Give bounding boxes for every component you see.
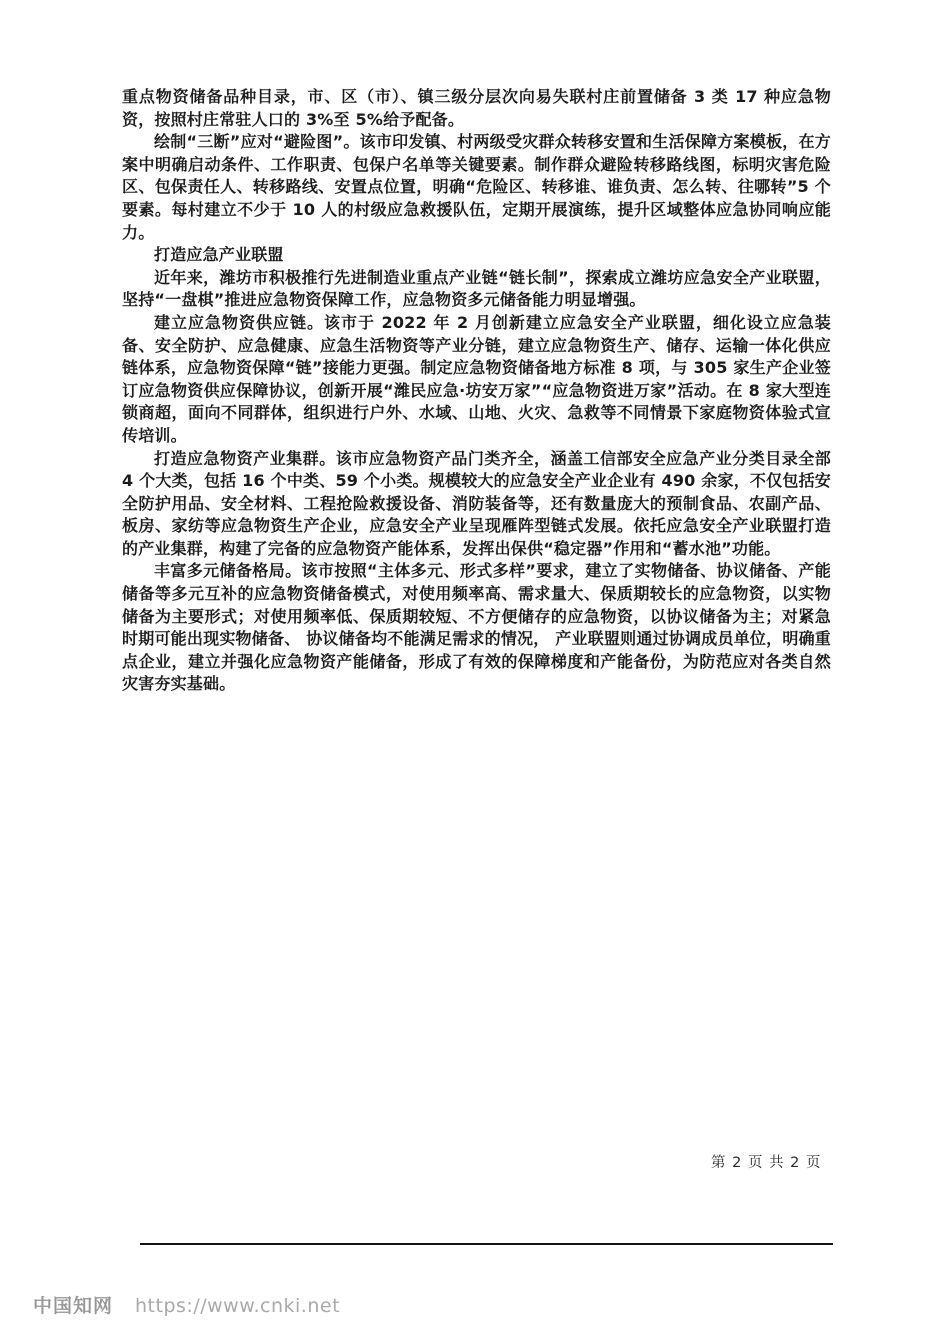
article-body [122,86,831,696]
cnki-brand-text: 中国知网 [33,1295,114,1317]
cnki-watermark [33,1291,340,1318]
footer-divider [140,1243,833,1245]
paragraph-continuation: 重点物资储备品种目录，市、区（市）、镇三级分层次向易失联村庄前置储备 3 类 17 种应急物资，按照村庄常驻人口的 3%至 5%给予配备。 [122,87,831,129]
paragraph: 打造应急物资产业集群。该市应急物资产品门类齐全，涵盖工信部安全应急产业分类目录全部 4 个大类，包括 16 个中类、59 个小类。规模较大的应急安全产业企业有 490 余家，不仅包括安全防护用品、安全材料、工程抢险救援设备、消防装备等，还有数量庞大的预制食品、农副产品、板房、家纺等应急物资生产企业，应急安全产业呈现雁阵型链式发展。依托应急安全产业联盟打造的产业集群，构建了完备的应急物资产能体系，发挥出保供“稳定器”作用和“蓄水池”功能。 [122,448,831,558]
paragraph: 近年来，潍坊市积极推行先进制造业重点产业链“链长制”，探索成立潍坊应急安全产业联盟，坚持“一盘棋”推进应急物资保障工作，应急物资多元储备能力明显增强。 [122,267,831,310]
paragraph: 建立应急物资供应链。该市于 2022 年 2 月创新建立应急安全产业联盟，细化设立应急装备、安全防护、应急健康、应急生活物资等产业分链，建立应急物资生产、储存、运输一体化供应链体系，应急物资保障“链”接能力更强。制定应急物资储备地方标准 8 项，与 305 家生产企业签订应急物资供应保障协议，创新开展“潍民应急·坊安万家”“应急物资进万家”活动。在 8 家大型连锁商超，面向不同群体，组织进行户外、水域、山地、火灾、急救等不同情景下家庭物资体验式宣传培训。 [122,312,831,445]
section-heading: 打造应急产业联盟 [154,245,284,265]
paragraph: 绘制“三断”应对“避险图”。该市印发镇、村两级受灾群众转移安置和生活保障方案模板，在方案中明确启动条件、工作职责、包保户名单等关键要素。制作群众避险转移路线图，标明灾害危险区、包保责任人、转移路线、安置点位置，明确“危险区、转移谁、谁负责、怎么转、往哪转”5 个要素。每村建立不少于 10 人的村级应急救援队伍，定期开展演练，提升区域整体应急协同响应能力。 [122,132,831,242]
paragraph: 丰富多元储备格局。该市按照“主体多元、形式多样”要求，建立了实物储备、协议储备、产能储备等多元互补的应急物资储备模式，对使用频率高、需求量大、保质期较长的应急物资，以实物储备为主要形式；对使用频率低、保质期较短、不方便储存的应急物资，以协议储备为主；对紧急时期可能出现实物储备、 协议储备均不能满足需求的情况， 产业联盟则通过协调成员单位，明确重点企业，建立并强化应急物资产能储备，形成了有效的保障梯度和产能备份，为防范应对各类自然灾害夯实基础。 [122,561,831,694]
cnki-url-text: https://www.cnki.net [135,1295,341,1317]
page-number: 第 2 页 共 2 页 [711,1155,822,1171]
